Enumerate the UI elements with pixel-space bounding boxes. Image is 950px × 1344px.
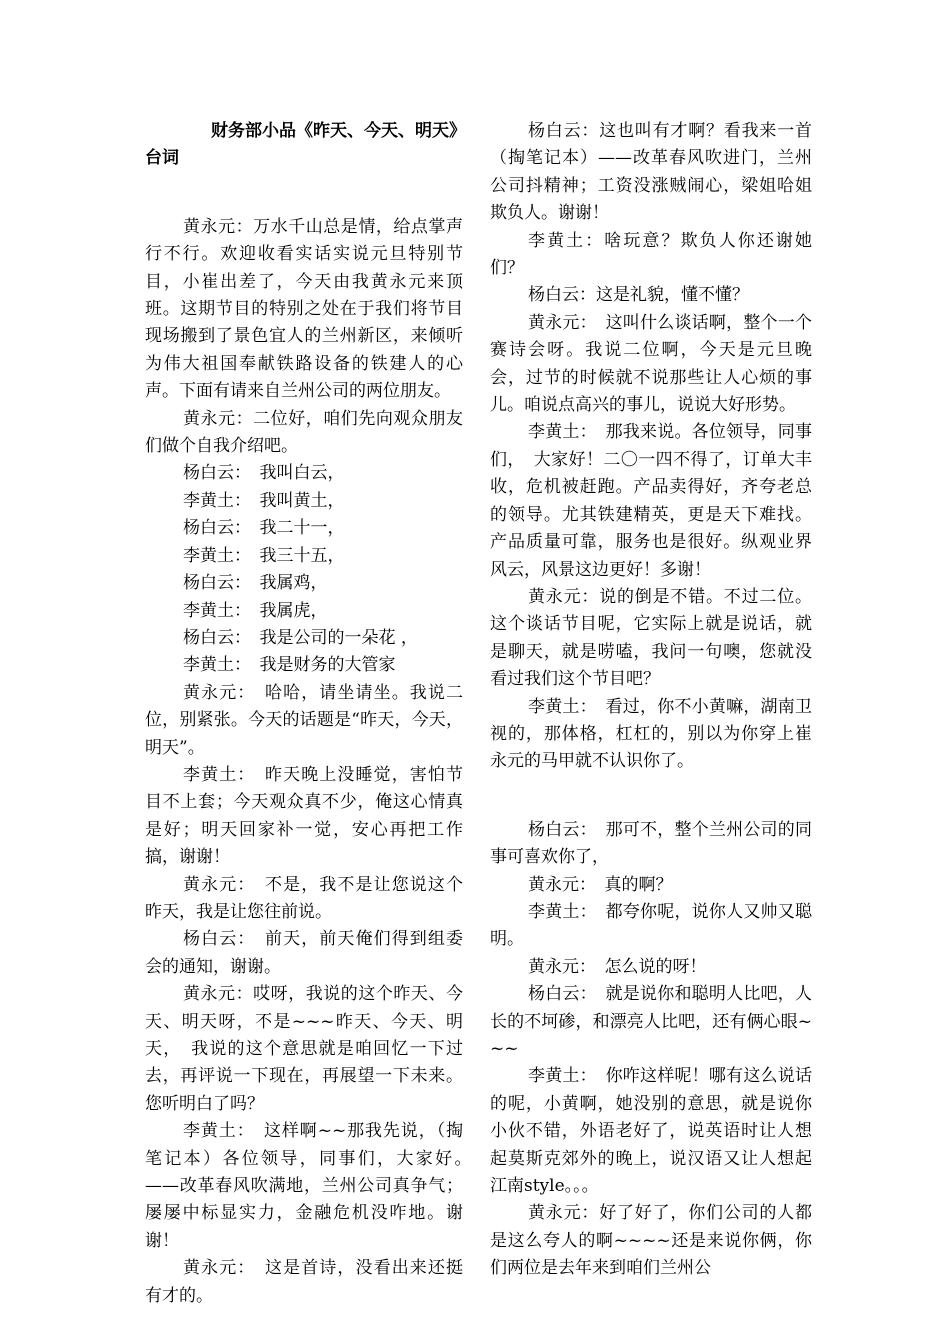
paragraph: 李黄土： 都夸你呢，说你人又帅又聪明。	[490, 901, 812, 950]
paragraph: 黄永元： 哈哈，请坐请坐。我说二位，别紧张。今天的话题是“昨天，今天，明天”。	[145, 682, 463, 758]
paragraph: 杨白云： 前天，前天俺们得到组委会的通知，谢谢。	[145, 929, 463, 977]
paragraph: 杨白云： 那可不，整个兰州公司的同事可喜欢你了，	[490, 819, 812, 868]
paragraph: 李黄土： 那我来说。各位领导，同事们， 大家好！二〇一四不得了，订单大丰收，危机被赶跑。产品卖得好，齐夸老总的领导。尤其铁建精英，更是天下难找。产品质量可靠，服务也是很好。纵观业界风云，风景这边更好！多谢！	[490, 422, 812, 580]
paragraph: 李黄土： 昨天晚上没睡觉，害怕节目不上套；今天观众真不少，俺这心情真是好；明天回家补一觉，安心再把工作搞，谢谢！	[145, 764, 463, 868]
paragraph: 杨白云： 就是说你和聪明人比吧，人长的不坷碜，和漂亮人比吧，还有俩心眼~~~	[490, 984, 812, 1059]
paragraph: 杨白云： 我二十一，	[183, 518, 345, 539]
paragraph: 杨白云： 我属鸡，	[183, 573, 328, 594]
paragraph: 杨白云： 我叫白云，	[183, 463, 345, 484]
paragraph: 黄永元：好了好了，你们公司的人都是这么夸人的啊~~~~还是来说你俩，你们两位是去年来到咱们兰州公	[490, 1203, 812, 1279]
paragraph: 李黄土： 这样啊~~那我先说，（掏笔记本）各位领导，同事们，大家好。 ——改革春风吹满地，兰州公司真争气；屡屡中标显实力，金融危机没咋地。谢谢！	[145, 1121, 480, 1251]
paragraph: 黄永元： 真的啊？	[528, 874, 673, 895]
paragraph: 黄永元：说的倒是不错。不过二位。这个谈话节目呢，它实际上就是说话，就是聊天，就是唠嗑，我问一句噢，您就没看过我们这个节目吧？	[490, 586, 812, 690]
left-column	[145, 118, 480, 1310]
paragraph: 黄永元： 怎么说的呀！	[528, 956, 707, 977]
paragraph: 杨白云： 我是公司的一朵花 ，	[183, 627, 418, 648]
paragraph: 李黄土： 你咋这样呢！哪有这么说话的呢，小黄啊，她没别的意思，就是说你小伙不错，外语老好了，说英语时让人想起莫斯克郊外的晚上，说汉语又让人想起江南style。。。	[490, 1066, 812, 1197]
paragraph: 黄永元： 这叫什么谈话啊，整个一个赛诗会呀。我说二位啊，今天是元旦晚会，过节的时候就不说那些让人心烦的事儿。咱说点高兴的事儿，说说大好形势。	[490, 312, 812, 416]
paragraph: 李黄土： 我属虎，	[183, 600, 328, 621]
paragraph: 黄永元：二位好，咱们先向观众朋友们做个自我介绍吧。	[145, 408, 463, 457]
paragraph: 李黄土： 我是财务的大管家	[183, 655, 396, 676]
paragraph: 李黄土： 我叫黄土，	[183, 490, 345, 511]
paragraph: 黄永元： 这是首诗，没看出来还挺有才的。	[145, 1258, 463, 1306]
right-column	[490, 118, 812, 1283]
paragraph: 杨白云：这是礼貌，懂不懂？	[528, 285, 749, 306]
paragraph: 黄永元：万水千山总是情，给点掌声行不行。欢迎收看实话实说元旦特别节目，小崔出差了，今天由我黄永元来顶班。这期节目的特别之处在于我们将节目现场搬到了景色宜人的兰州新区，来倾听为伟大祖国奉献铁路设备的铁建人的心声。下面有请来自兰州公司的两位朋友。	[145, 216, 463, 402]
paragraph: 黄永元： 不是，我不是让您说这个昨天，我是让您往前说。	[145, 874, 463, 922]
paragraph: 李黄土： 看过，你不小黄嘛，湖南卫视的，那体格，杠杠的，别以为你穿上崔永元的马甲就不认识你了。	[490, 696, 812, 772]
page-title: 财务部小品《昨天、今天、明天》台词	[145, 121, 458, 169]
paragraph: 李黄土： 我三十五，	[183, 545, 345, 566]
paragraph: 黄永元：哎呀，我说的这个昨天、今天、明天呀，不是~~~昨天、今天、明天， 我说的这个意思就是咱回忆一下过去，再评说一下现在，再展望一下未来。您听明白了吗？	[145, 984, 463, 1114]
paragraph: 杨白云：这也叫有才啊？看我来一首（掏笔记本）——改革春风吹进门，兰州公司抖精神；工资没涨贼闹心，梁姐哈姐欺负人。谢谢！	[490, 121, 812, 224]
paragraph: 李黄土：啥玩意？欺负人你还谢她们？	[490, 230, 812, 279]
